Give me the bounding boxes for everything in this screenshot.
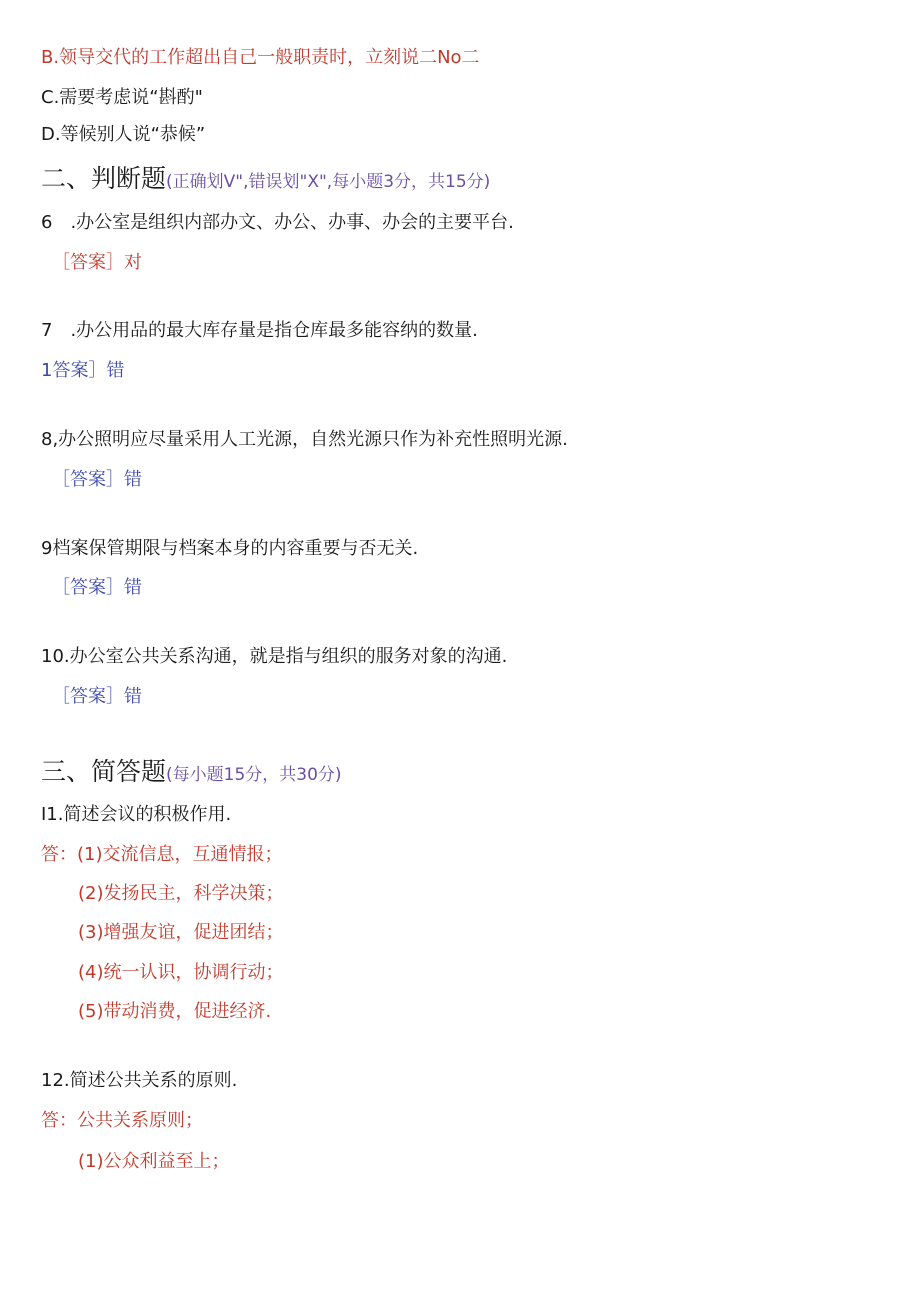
mc-option-d: D.等候别人说“恭候” [41, 124, 206, 145]
tf-question-6: 6 .办公室是组织内部办文、办公、办事、办会的主要平台. [41, 212, 514, 233]
q11-answer-point: (3)增强友谊，促进团结； [78, 922, 284, 943]
tf-question-10: 10.办公室公共关系沟通，就是指与组织的服务对象的沟通. [41, 646, 508, 667]
tf-question-8: 8,办公照明应尽量采用人工光源，自然光源只作为补充性照明光源. [41, 429, 568, 450]
q11-question: I1.简述会议的积极作用. [41, 804, 232, 825]
mc-option-c: C.需要考虑说“斟酌" [41, 87, 203, 108]
q11-answer-point: (2)发扬民主，科学决策； [78, 883, 284, 904]
tf-answer-7: 1答案］错 [41, 360, 125, 381]
q11-answer-point: (5)带动消费，促进经济. [78, 1001, 272, 1022]
section-heading-true-false [41, 163, 490, 198]
q12-answer-point: (1)公众利益至上； [78, 1151, 230, 1172]
section-note: (每小题15分，共30分) [166, 765, 342, 785]
mc-option-b: B.领导交代的工作超出自己一般职责时，立刻说二No二 [41, 47, 480, 68]
section-title: 二、判断题 [41, 164, 167, 193]
section-heading-short-answer [41, 756, 342, 791]
section-title: 三、简答题 [41, 757, 167, 786]
q11-answer-line: 答：(1)交流信息，互通情报； [41, 844, 283, 865]
section-note: (正确划V",错误划"X",每小题3分，共15分) [166, 172, 491, 192]
tf-question-7: 7 .办公用品的最大库存量是指仓库最多能容纳的数量. [41, 320, 478, 341]
tf-answer-9: ［答案］错 [52, 577, 142, 598]
q12-answer-line: 答：公共关系原则； [41, 1110, 203, 1131]
tf-answer-10: ［答案］错 [52, 686, 142, 707]
tf-answer-8: ［答案］错 [52, 469, 142, 490]
tf-question-9: 9档案保管期限与档案本身的内容重要与否无关. [41, 538, 419, 559]
q12-question: 12.简述公共关系的原则. [41, 1070, 238, 1091]
q11-answer-point: (4)统一认识，协调行动； [78, 962, 284, 983]
tf-answer-6: ［答案］对 [52, 252, 142, 273]
